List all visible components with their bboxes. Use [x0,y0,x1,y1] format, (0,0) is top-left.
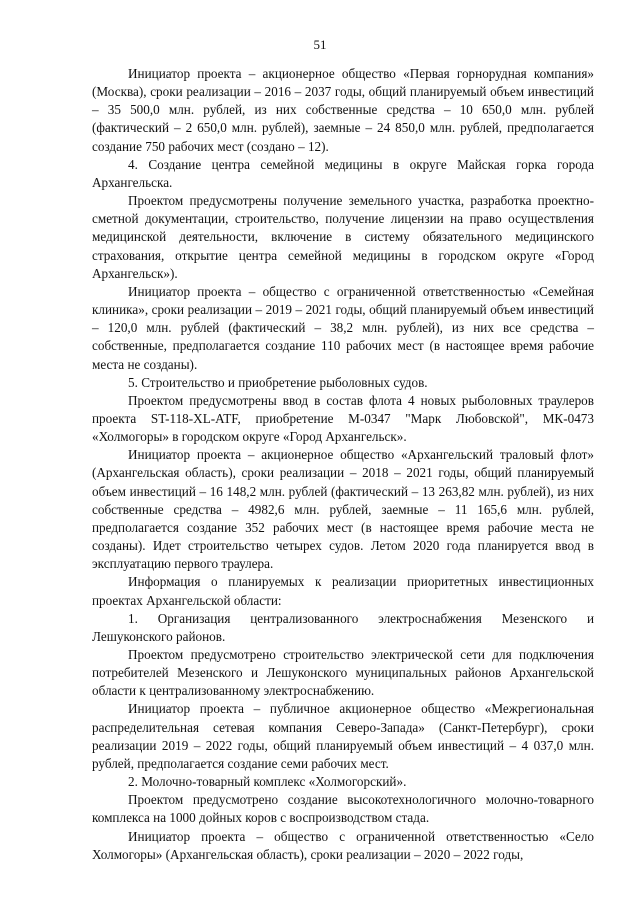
section-heading: 2. Молочно-товарный комплекс «Холмогорский». [128,774,407,790]
section-heading: 5. Строительство и приобретение рыболовных судов. [128,374,428,390]
document-body [92,65,594,864]
paragraph: Инициатор проекта – публичное акционерное общество «Межрегиональная распределительная сетевая компания Северо-Запада» (Санкт-Петербург), сроки реализации 2019 – 2022 годы, общий планируемый объем инвестиций – 4 037,0 млн. рублей, предполагается создание семи рабочих мест. [92,701,594,771]
paragraph: Инициатор проекта – общество с ограниченной ответственностью «Семейная клиника», сроки реализации – 2019 – 2021 годы, общий планируемый объем инвестиций – 120,0 млн. рублей (фактический – 38,2 млн. рублей), из них все средства – собственные, предполагается создание 110 рабочих мест (в настоящее время рабочие места не созданы). [92,283,594,372]
section-heading: 1. Организация централизованного электроснабжения Мезенского и Лешуконского районов. [92,610,594,644]
paragraph: Проектом предусмотрены ввод в состав флота 4 новых рыболовных траулеров проекта ST-118-XL-ATF, приобретение М-0347 "Марк Любовской", МК-0473 «Холмогоры» в городском округе «Город Архангельск». [92,392,594,445]
paragraph: Проектом предусмотрено создание высокотехнологичного молочно-товарного комплекса на 1000 дойных коров с воспроизводством стада. [92,792,594,826]
paragraph: Инициатор проекта – общество с ограниченной ответственностью «Село Холмогоры» (Архангельская область), сроки реализации – 2020 – 2022 годы, [92,828,594,862]
section-heading: 4. Создание центра семейной медицины в округе Майская горка города Архангельска. [92,156,594,190]
paragraph: Проектом предусмотрены получение земельного участка, разработка проектно-сметной документации, строительство, получение лицензии на право осуществления медицинской деятельности, включение в систему обязательного медицинского страхования, открытие центра семейной медицины в городском округе «Город Архангельск»). [92,193,594,281]
paragraph: Проектом предусмотрено строительство электрической сети для подключения потребителей Мезенского и Лешуконского муниципальных районов Архангельской области к централизованному электроснабжению. [92,647,594,699]
page-number: 51 [313,37,327,52]
paragraph: Инициатор проекта – акционерное общество «Первая горнорудная компания» (Москва), сроки реализации – 2016 – 2037 годы, общий планируемый объем инвестиций – 35 500,0 млн. рублей, из них собственные средства – 10 650,0 млн. рублей (фактический – 2 650,0 млн. рублей), заемные – 24 850,0 млн. рублей, предполагается создание 750 рабочих мест (создано – 12). [92,66,594,154]
paragraph: Инициатор проекта – акционерное общество «Архангельский траловый флот» (Архангельская область), сроки реализации – 2018 – 2021 годы, общий планируемый объем инвестиций – 16 148,2 млн. рублей (фактический – 13 263,82 млн. рублей), из них собственные средства – 4982,6 млн. рублей, заемные – 11 165,6 млн. рублей, предполагается создание 352 рабочих мест (в настоящее время рабочие места не созданы). Идет строительство четырех судов. Летом 2020 года планируется ввод в эксплуатацию первого траулера. [92,447,594,572]
paragraph: Информация о планируемых к реализации приоритетных инвестиционных проектах Архангельской области: [92,574,594,608]
